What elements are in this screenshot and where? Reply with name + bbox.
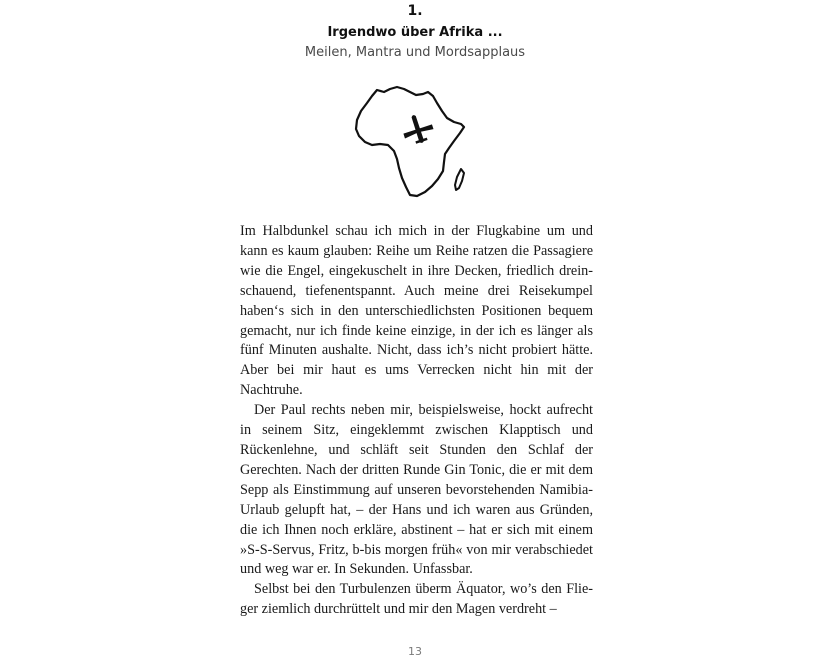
- chapter-title: Irgendwo über Afrika ...: [327, 25, 503, 40]
- africa-map-with-airplane-icon: [350, 82, 480, 207]
- paragraph: Selbst bei den Turbulenzen überm Äquator, wo’s den Flieger ziemlich durchrüttelt und mir den Magen verdreht –: [240, 581, 593, 618]
- chapter-number: 1.: [407, 3, 423, 19]
- paragraph: Der Paul rechts neben mir, beispielsweise, hockt aufrecht in seinem Sitz, eingeklemmt zwischen Klapptisch und Rückenlehne, und schläft seit Stunden den Schlaf der Gerechten. Nach der dritten Runde Gin Tonic, die er mit dem Sepp als Einstimmung auf unseren bevorstehenden Namibia-Urlaub gelupft hat, – der Hans und ich waren aus Gründen, die ich Ihnen noch erkläre, abstinent – hat er sich mit einem »S-S-Servus, Fritz, b-bis morgen früh« von mir verabschiedet und weg war er. In Sekunden. Unfassbar.: [240, 402, 593, 578]
- body-text: [240, 222, 593, 620]
- madagascar-outline-icon: [455, 169, 464, 190]
- paragraph: Im Halbdunkel schau ich mich in der Flugkabine um und kann es kaum glauben: Reihe um Reihe ratzen die Passagiere wie die Engel, eingekuschelt in ihre Decken, friedlich dreinschauend, tiefenentspannt. Auch meine drei Reisekumpel haben‘s sich in den unterschiedlichsten Positionen bequem gemacht, nur ich finde keine einzige, in der ich es länger als fünf Minuten aushalte. Nicht, dass ich’s nicht probiert hätte. Aber bei mir haut es ums Verrecken nicht hin mit der Nachtruhe.: [240, 223, 593, 399]
- page-number: 13: [408, 645, 422, 658]
- airplane-icon: [399, 111, 436, 148]
- africa-outline-icon: [356, 87, 464, 196]
- chapter-subtitle: Meilen, Mantra und Mordsapplaus: [304, 45, 526, 60]
